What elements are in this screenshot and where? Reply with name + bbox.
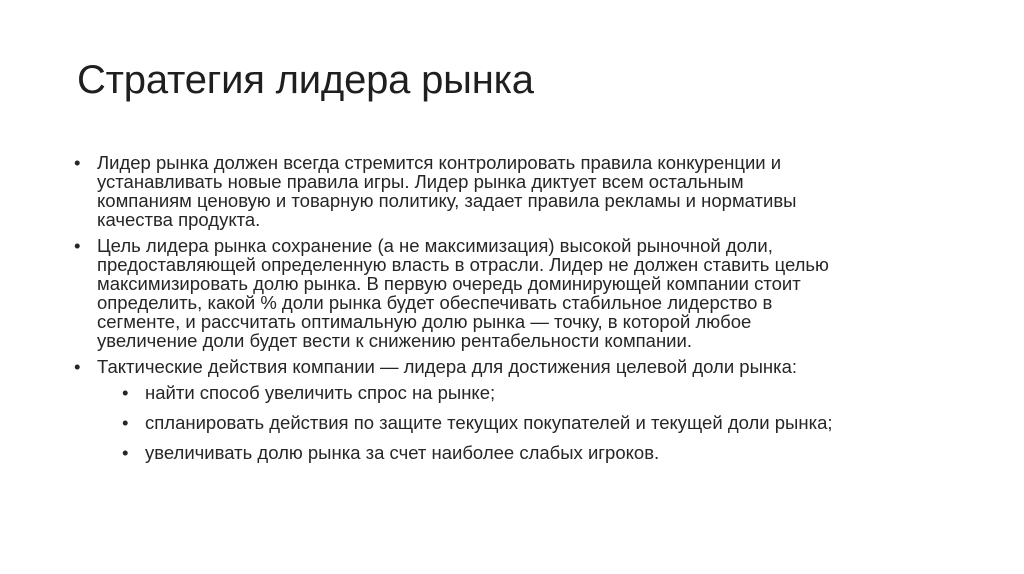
bullet-line: устанавливать новые правила игры. Лидер рынка диктует всем остальным [97, 171, 744, 192]
slide-title: Стратегия лидера рынка [77, 58, 534, 102]
bullet-item [70, 357, 950, 376]
bullet-line: предоставляющей определенную власть в отрасли. Лидер не должен ставить целью [97, 254, 829, 275]
bullet-line: компаниям ценовую и товарную политику, задает правила рекламы и нормативы [97, 190, 797, 211]
bullet-dot: • [74, 235, 81, 256]
sub-bullet-item [70, 383, 950, 402]
bullet-line: Тактические действия компании — лидера для достижения целевой доли рынка: [97, 356, 798, 377]
bullet-line: максимизировать долю рынка. В первую очередь доминирующей компании стоит [97, 273, 801, 294]
sub-bullet-text: найти способ увеличить спрос на рынке; [145, 382, 496, 403]
bullet-dot: • [122, 382, 129, 403]
bullet-item [70, 153, 950, 229]
sub-bullet-list [70, 383, 950, 462]
bullet-dot: • [122, 412, 129, 433]
bullet-dot: • [74, 356, 81, 377]
sub-bullet-text: спланировать действия по защите текущих покупателей и текущей доли рынка; [145, 412, 833, 433]
sub-bullet-item [70, 413, 950, 432]
bullet-line: сегменте, и рассчитать оптимальную долю рынка — точку, в которой любое [97, 311, 752, 332]
bullet-line: увеличение доли будет вести к снижению рентабельности компании. [97, 330, 692, 351]
bullet-line: определить, какой % доли рынка будет обеспечивать стабильное лидерство в [97, 292, 773, 313]
bullet-dot: • [122, 442, 129, 463]
sub-bullet-text: увеличивать долю рынка за счет наиболее слабых игроков. [145, 442, 660, 463]
sub-bullet-item [70, 443, 950, 462]
bullet-dot: • [74, 152, 81, 173]
slide-content [70, 153, 950, 473]
bullet-line: Лидер рынка должен всегда стремится контролировать правила конкуренции и [97, 152, 782, 173]
bullet-line: Цель лидера рынка сохранение (а не максимизация) высокой рыночной доли, [97, 235, 773, 256]
bullet-item [70, 236, 950, 350]
bullet-line: качества продукта. [97, 209, 261, 230]
